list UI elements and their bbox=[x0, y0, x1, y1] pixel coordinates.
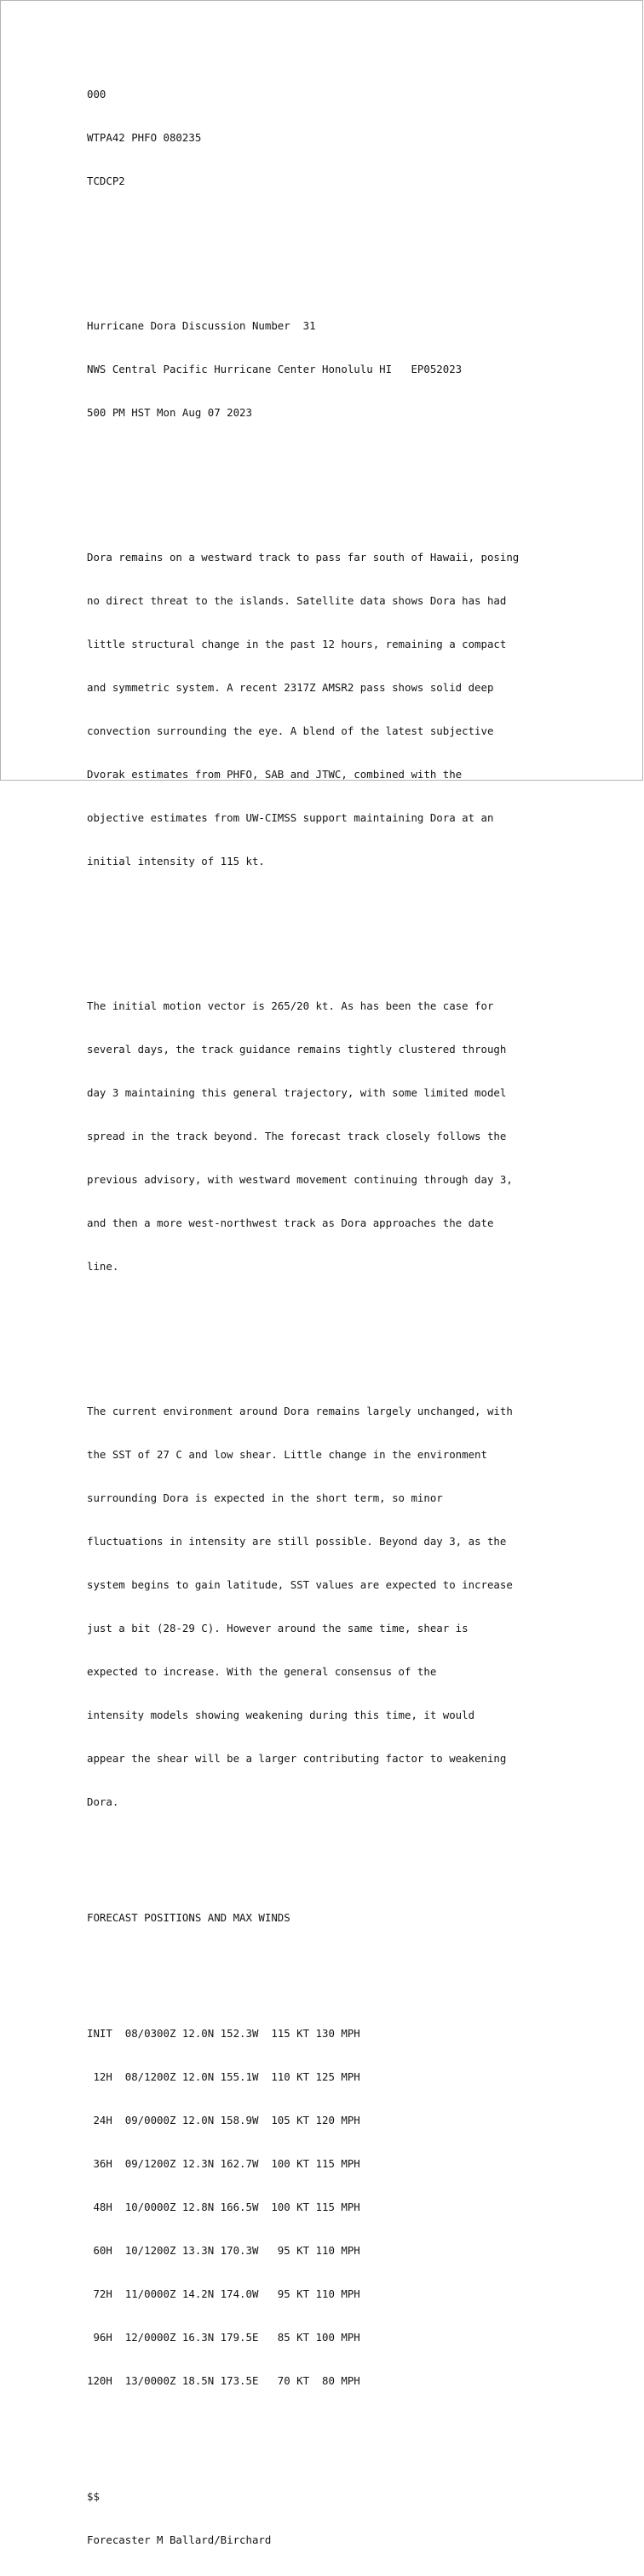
forecast-row: 48H 10/0000Z 12.8N 166.5W 100 KT 115 MPH bbox=[87, 2201, 360, 2213]
title-line: NWS Central Pacific Hurricane Center Honolulu HI EP052023 bbox=[87, 363, 463, 375]
text-line: and then a more west-northwest track as Dora approaches the date bbox=[87, 1216, 494, 1229]
forecast-row: 120H 13/0000Z 18.5N 173.5E 70 KT 80 MPH bbox=[87, 2374, 360, 2387]
text-line: several days, the track guidance remains tightly clustered through bbox=[87, 1043, 507, 1056]
text-line: and symmetric system. A recent 2317Z AMSR2 pass shows solid deep bbox=[87, 681, 494, 694]
header-line: 000 bbox=[87, 88, 106, 100]
text-line: fluctuations in intensity are still possible. Beyond day 3, as the bbox=[87, 1535, 507, 1548]
text-line: spread in the track beyond. The forecast track closely follows the bbox=[87, 1130, 507, 1142]
text-line: no direct threat to the islands. Satellite data shows Dora has had bbox=[87, 594, 507, 607]
title-line: Hurricane Dora Discussion Number 31 bbox=[87, 319, 316, 332]
product-title bbox=[87, 289, 519, 449]
forecaster-signature: Forecaster M Ballard/Birchard bbox=[87, 2533, 272, 2546]
forecast-table bbox=[87, 1997, 519, 2417]
forecast-heading: FORECAST POSITIONS AND MAX WINDS bbox=[87, 1911, 290, 1924]
text-line: the SST of 27 C and low shear. Little change in the environment bbox=[87, 1448, 487, 1461]
text-line: just a bit (28-29 C). However around the same time, shear is bbox=[87, 1622, 469, 1634]
text-line: initial intensity of 115 kt. bbox=[87, 855, 265, 867]
blank-line bbox=[87, 478, 519, 492]
blank-line bbox=[87, 1867, 519, 1881]
text-line: Dora. bbox=[87, 1795, 119, 1808]
forecast-row: 12H 08/1200Z 12.0N 155.1W 110 KT 125 MPH bbox=[87, 2070, 360, 2083]
blank-line bbox=[87, 1954, 519, 1968]
text-line: objective estimates from UW-CIMSS support maintaining Dora at an bbox=[87, 811, 494, 824]
discussion-text bbox=[87, 29, 519, 2576]
blank-line bbox=[87, 246, 519, 260]
text-line: surrounding Dora is expected in the short term, so minor bbox=[87, 1491, 443, 1504]
forecast-row: INIT 08/0300Z 12.0N 152.3W 115 KT 130 MPH bbox=[87, 2027, 360, 2040]
text-line: Dvorak estimates from PHFO, SAB and JTWC, combined with the bbox=[87, 768, 463, 781]
text-line: previous advisory, with westward movement continuing through day 3, bbox=[87, 1173, 513, 1186]
forecast-row: 72H 11/0000Z 14.2N 174.0W 95 KT 110 MPH bbox=[87, 2287, 360, 2300]
text-line: Dora remains on a westward track to pass far south of Hawaii, posing bbox=[87, 551, 520, 564]
text-line: The current environment around Dora remains largely unchanged, with bbox=[87, 1405, 513, 1417]
text-line: little structural change in the past 12 hours, remaining a compact bbox=[87, 638, 507, 650]
product-header bbox=[87, 58, 519, 217]
blank-line bbox=[87, 2446, 519, 2460]
text-line: The initial motion vector is 265/20 kt. As has been the case for bbox=[87, 999, 494, 1012]
end-marker: $$ bbox=[87, 2490, 100, 2503]
header-line: TCDCP2 bbox=[87, 175, 125, 187]
forecast-row: 96H 12/0000Z 16.3N 179.5E 85 KT 100 MPH bbox=[87, 2331, 360, 2344]
text-line: convection surrounding the eye. A blend of the latest subjective bbox=[87, 724, 494, 737]
text-line: day 3 maintaining this general trajectory, with some limited model bbox=[87, 1086, 507, 1099]
forecast-row: 60H 10/1200Z 13.3N 170.3W 95 KT 110 MPH bbox=[87, 2244, 360, 2257]
text-line: intensity models showing weakening during this time, it would bbox=[87, 1709, 475, 1721]
title-line: 500 PM HST Mon Aug 07 2023 bbox=[87, 406, 252, 419]
forecast-row: 24H 09/0000Z 12.0N 158.9W 105 KT 120 MPH bbox=[87, 2114, 360, 2127]
text-line: appear the shear will be a larger contributing factor to weakening bbox=[87, 1752, 507, 1765]
forecast-row: 36H 09/1200Z 12.3N 162.7W 100 KT 115 MPH bbox=[87, 2157, 360, 2170]
header-line: WTPA42 PHFO 080235 bbox=[87, 131, 202, 144]
text-line: system begins to gain latitude, SST values are expected to increase bbox=[87, 1578, 513, 1591]
paragraph-overview bbox=[87, 521, 519, 897]
paragraph-motion bbox=[87, 970, 519, 1302]
paragraph-environment bbox=[87, 1375, 519, 1838]
blank-line bbox=[87, 1331, 519, 1346]
blank-line bbox=[87, 926, 519, 941]
text-line: line. bbox=[87, 1260, 119, 1273]
text-line: expected to increase. With the general consensus of the bbox=[87, 1665, 437, 1678]
